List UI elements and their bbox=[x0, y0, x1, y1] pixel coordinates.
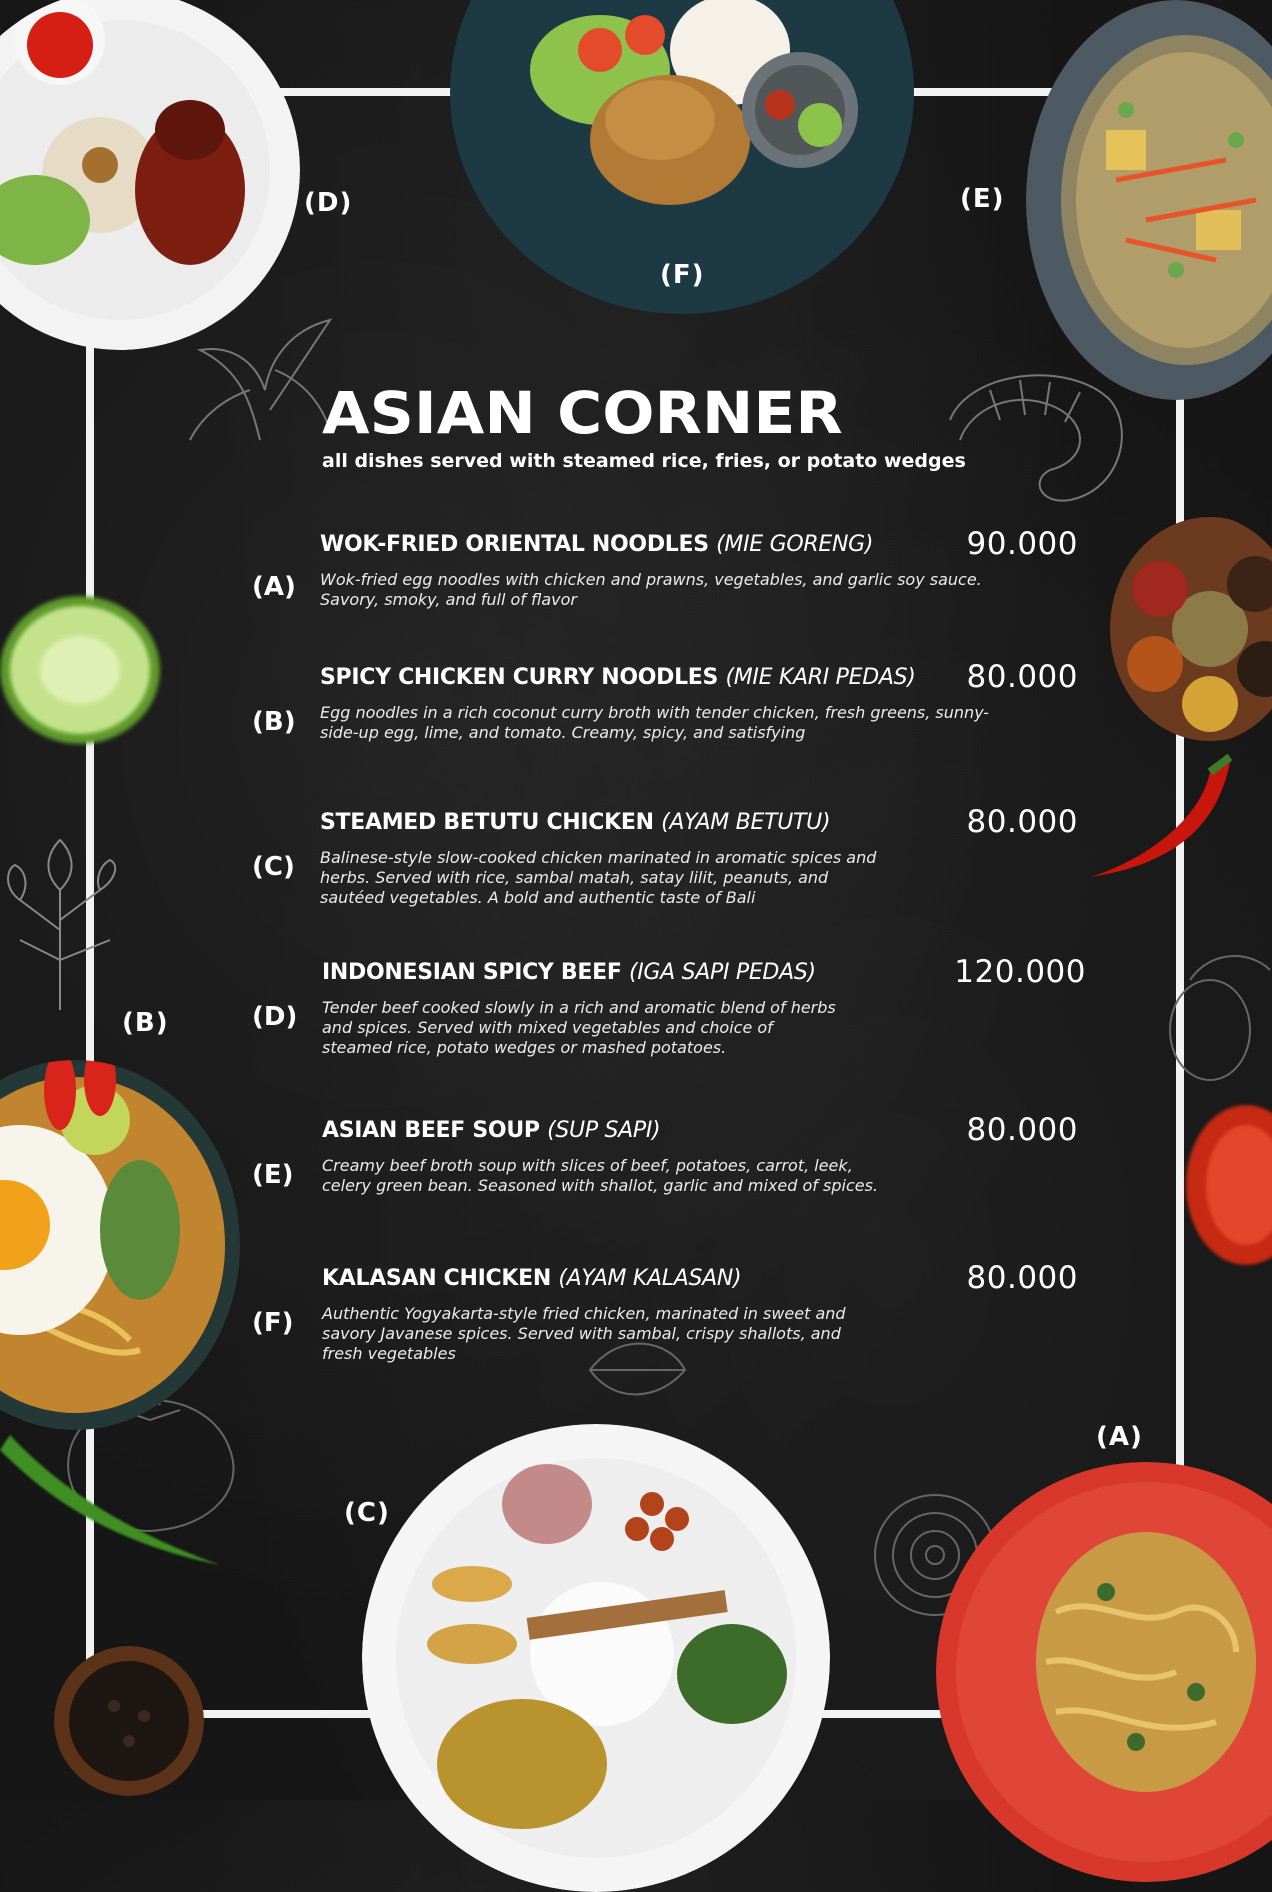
item-local-name: (MIE KARI PEDAS) bbox=[725, 665, 916, 690]
item-description: Egg noodles in a rich coconut curry broth with tender chicken, fresh greens, sunny-side-up egg, lime, and tomato. Creamy, spicy, and satisfying bbox=[320, 703, 989, 742]
dish-photo-d-label: (D) bbox=[304, 188, 353, 218]
item-name: KALASAN CHICKEN (AYAM KALASAN) bbox=[322, 1266, 742, 1291]
dish-photo-f-label: (F) bbox=[660, 260, 705, 290]
item-description: Tender beef cooked slowly in a rich and aromatic blend of herbs and spices. Served with mixed vegetables and choice of steamed rice, potato wedges or mashed potatoes. bbox=[322, 998, 836, 1057]
item-letter: (D) bbox=[252, 1002, 298, 1032]
cucumber-photo bbox=[0, 596, 160, 744]
item-letter: (C) bbox=[252, 852, 295, 882]
item-letter: (E) bbox=[252, 1160, 294, 1190]
item-price: 80.000 bbox=[966, 659, 1078, 695]
item-local-name: (AYAM KALASAN) bbox=[558, 1266, 742, 1291]
menu-header bbox=[322, 379, 966, 472]
item-local-name: (MIE GORENG) bbox=[716, 532, 874, 557]
item-price: 90.000 bbox=[966, 526, 1078, 562]
pepper-bowl-photo bbox=[54, 1646, 204, 1796]
dish-photo-c-label: (C) bbox=[344, 1498, 390, 1528]
menu-title: ASIAN CORNER bbox=[322, 379, 843, 447]
item-local-name: (IGA SAPI PEDAS) bbox=[628, 960, 816, 985]
item-name: SPICY CHICKEN CURRY NOODLES (MIE KARI PEDAS) bbox=[320, 665, 916, 690]
item-letter: (F) bbox=[252, 1308, 294, 1338]
dish-photo-c bbox=[362, 1424, 830, 1892]
item-name: STEAMED BETUTU CHICKEN (AYAM BETUTU) bbox=[320, 810, 831, 835]
item-description: Authentic Yogyakarta-style fried chicken, marinated in sweet and savory Javanese spices. Served with sambal, crispy shallots, and fresh vegetables bbox=[322, 1304, 846, 1363]
chili-photo bbox=[1080, 752, 1240, 892]
tomato-photo bbox=[1186, 1105, 1272, 1265]
item-description: Creamy beef broth soup with slices of beef, potatoes, carrot, leek, celery green bean. Seasoned with shallot, garlic and mixed of spices. bbox=[322, 1156, 879, 1195]
chili-green-photo bbox=[0, 1430, 230, 1580]
item-letter: (A) bbox=[252, 572, 296, 602]
dish-photo-e-label: (E) bbox=[960, 184, 1005, 214]
item-description: Balinese-style slow-cooked chicken marinated in aromatic spices and herbs. Served with rice, sambal matah, satay lilit, peanuts, and sautéed vegetables. A bold and authentic taste of Bali bbox=[320, 848, 877, 907]
item-name: WOK-FRIED ORIENTAL NOODLES (MIE GORENG) bbox=[320, 532, 874, 557]
item-letter: (B) bbox=[252, 707, 296, 737]
item-local-name: (SUP SAPI) bbox=[547, 1118, 661, 1143]
item-description: Wok-fried egg noodles with chicken and prawns, vegetables, and garlic soy sauce. Savory, smoky, and full of flavor bbox=[320, 570, 982, 609]
item-name: INDONESIAN SPICY BEEF (IGA SAPI PEDAS) bbox=[322, 960, 816, 985]
dish-photo-a-label: (A) bbox=[1096, 1422, 1143, 1452]
item-price: 80.000 bbox=[966, 1112, 1078, 1148]
item-price: 120.000 bbox=[954, 954, 1086, 990]
item-price: 80.000 bbox=[966, 804, 1078, 840]
dish-photo-b-label: (B) bbox=[122, 1008, 169, 1038]
menu-subtitle: all dishes served with steamed rice, fries, or potato wedges bbox=[322, 450, 966, 472]
item-name: ASIAN BEEF SOUP (SUP SAPI) bbox=[322, 1118, 661, 1143]
item-local-name: (AYAM BETUTU) bbox=[661, 810, 831, 835]
item-price: 80.000 bbox=[966, 1260, 1078, 1296]
